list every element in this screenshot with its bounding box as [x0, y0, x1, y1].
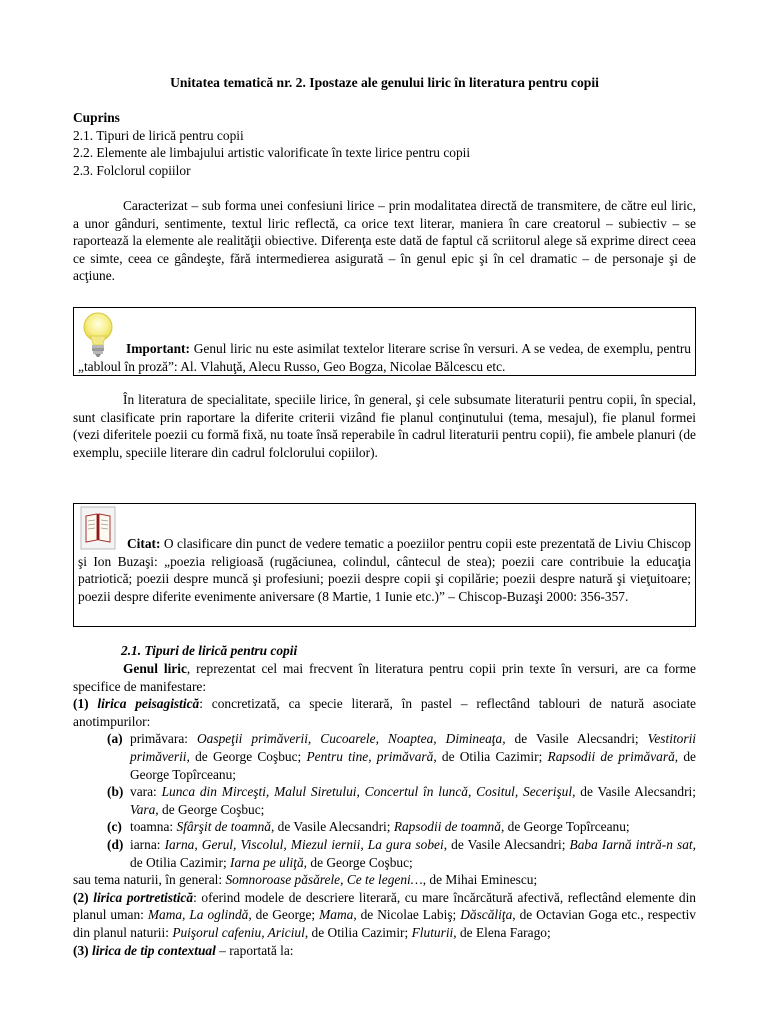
works: Iarna pe uliţă,	[230, 854, 308, 870]
important-body: Genul liric nu este asimilat textelor literare scrise în versuri. A se vedea, de exemplu, pentru „tabloul în proză”: Al. Vlahuţă, Alecu Russo, Geo Bogza, Nicolae Bălcescu etc.	[78, 341, 691, 374]
author: , de George Topîrceanu;	[130, 748, 696, 782]
author: , de Vasile Alecsandri;	[572, 784, 696, 800]
author: de George Coşbuc;	[307, 854, 413, 870]
season-item-d	[73, 836, 696, 871]
author: , de Vasile Alecsandri;	[270, 819, 394, 835]
season-item-c	[73, 818, 696, 836]
table-of-contents	[73, 109, 470, 179]
citat-box	[73, 503, 696, 627]
season-name: primăvara:	[130, 731, 198, 747]
author: de George Coşbuc;	[158, 801, 265, 817]
citat-text	[78, 535, 691, 605]
toc-heading: Cuprins	[73, 110, 120, 125]
section-body	[73, 660, 696, 959]
item-text: – raportată la:	[215, 942, 294, 958]
works: Pentru tine, primăvară	[306, 748, 434, 764]
citat-body: O clasificare din punct de vedere tematic a poeziilor pentru copii este prezentată de Liviu Chiscop şi Ion Buzaşi: „poezia religioasă (rugăciunea, colindul, cântecul de stea); poezii care contribuie la educaţia patriotică; poezii despre muncă şi profesiuni; poezii despre copii şi copilărie; poezii despre natură şi vieţuitoare; poezii despre diferite evenimente aniversare (8 Martie, 1 Iunie etc.)” – Chiscop-Buzaşi 2000: 356-357.	[78, 536, 691, 604]
works: Puişorul cafeniu, Ariciul	[172, 924, 305, 940]
works: Vara,	[130, 801, 159, 817]
item-text: : concretizată, ca specie literară, în pastel – reflectând tablouri de natură asociate anotimpurilor:	[73, 696, 696, 729]
works: Vestitorii primăverii,	[130, 731, 697, 764]
important-label: Important:	[126, 341, 190, 356]
season-label: (a)	[107, 731, 123, 747]
important-text	[78, 340, 691, 375]
item-number: (3)	[73, 942, 92, 958]
specialty-paragraph: În literatura de specialitate, speciile lirice, în general, şi cele subsumate literaturii pentru copii, în special, sunt clasificate prin raportare la diferite criterii vizând fie planul conţinutului (tema, mesajul), fie planul formei (vezi diferitele poezii cu formă fixă, nu toate însă reperabile în cadrul literaturii pentru copii), fie ambele planuri (de exemplu, speciile literare din cadrul folclorului copiilor).	[73, 392, 696, 460]
item-number: (1)	[73, 696, 98, 712]
author: , de Vasile Alecsandri;	[502, 731, 648, 747]
season-name: toamna:	[130, 819, 177, 835]
general-nature-line	[73, 871, 696, 889]
author: , de Otilia Cazimir;	[304, 924, 412, 940]
item-text: : oferind modele de descriere literară, cu mare încărcătură afectivă, reflectând elemente din planul uman:	[73, 889, 696, 923]
season-label: (b)	[107, 784, 124, 800]
item-text: , de Octavian Goga etc., respectiv din planul naturii:	[73, 907, 696, 940]
works: Mama	[319, 907, 354, 923]
author: , de Elena Farago;	[453, 924, 551, 940]
season-name: vara:	[130, 784, 162, 800]
lead-text: , reprezentat cel mai frecvent în literatura pentru copii prin texte în versuri, are ca forme specifice de manifestare:	[73, 661, 696, 694]
works: Rapsodii de toamnă	[393, 819, 501, 835]
author: de George Coşbuc;	[189, 748, 307, 764]
lead-term: Genul liric	[123, 661, 187, 676]
toc-item: 2.3. Folclorul copiilor	[73, 162, 191, 178]
item-term: lirica de tip contextual	[91, 942, 216, 958]
item-number: (2)	[73, 889, 94, 905]
works: Sfârşit de toamnă	[176, 819, 271, 835]
general-pre: sau tema naturii, în general:	[73, 872, 226, 888]
works: Dăscăliţa	[460, 907, 513, 923]
season-label: (d)	[107, 836, 124, 852]
toc-item: 2.1. Tipuri de lirică pentru copii	[73, 127, 244, 143]
works: Somnoroase păsărele, Ce te legeni…	[225, 872, 423, 888]
season-name: iarna:	[130, 836, 165, 852]
citat-label: Citat:	[127, 536, 161, 551]
item-term: lirica peisagistică	[97, 696, 200, 712]
author: , de Mihai Eminescu;	[422, 872, 538, 888]
works: Mama, La oglindă,	[147, 907, 252, 923]
works: Fluturii	[411, 924, 454, 940]
toc-item: 2.2. Elemente ale limbajului artistic valorificate în texte lirice pentru copii	[73, 145, 471, 161]
works: Baba Iarnă intră-n sat,	[569, 836, 696, 852]
lead-paragraph	[73, 660, 696, 695]
author: de Otilia Cazimir;	[130, 854, 231, 870]
portretistica-item	[73, 889, 696, 942]
season-item-a	[73, 730, 696, 783]
contextual-item	[73, 942, 696, 960]
works: Oaspeţii primăverii, Cucoarele, Noaptea, Dimineaţa	[197, 731, 503, 747]
important-box	[73, 307, 696, 376]
season-item-b	[73, 783, 696, 818]
author: , de Nicolae Labiş;	[353, 907, 461, 923]
works: Iarna, Gerul, Viscolul, Miezul iernii, La gura sobei	[164, 836, 444, 852]
author: , de Otilia Cazimir;	[433, 748, 548, 764]
item-term: lirica portretistică	[93, 889, 194, 905]
author: , de Vasile Alecsandri;	[443, 836, 570, 852]
author: , de George Topîrceanu;	[500, 819, 630, 835]
page-title: Unitatea tematică nr. 2. Ipostaze ale genului liric în literatura pentru copii	[170, 75, 599, 90]
intro-paragraph: Caracterizat – sub forma unei confesiuni lirice – prin modalitatea directă de transmitere, de către eul liric, a unor gânduri, sentimente, textul liric reflectă, ca orice text literar, maniera în care creatorul – subiectiv – se raportează la elemente ale realităţii obiective. Diferenţa este dată de faptul că scriitorul alege să exprime direct ceea ce simte, ceea ce gândeşte, fără intermedierea asigurată – în genul epic şi în cel dramatic – de personaje şi de acţiune.	[73, 198, 696, 284]
works: Lunca din Mirceşti, Malul Siretului, Concertul în luncă, Cositul, Secerişul	[161, 784, 573, 800]
season-label: (c)	[107, 819, 122, 835]
peisagistica-item	[73, 695, 696, 730]
author: de George;	[251, 907, 320, 923]
section-heading: 2.1. Tipuri de lirică pentru copii	[121, 643, 298, 658]
works: Rapsodii de primăvară	[547, 748, 675, 764]
